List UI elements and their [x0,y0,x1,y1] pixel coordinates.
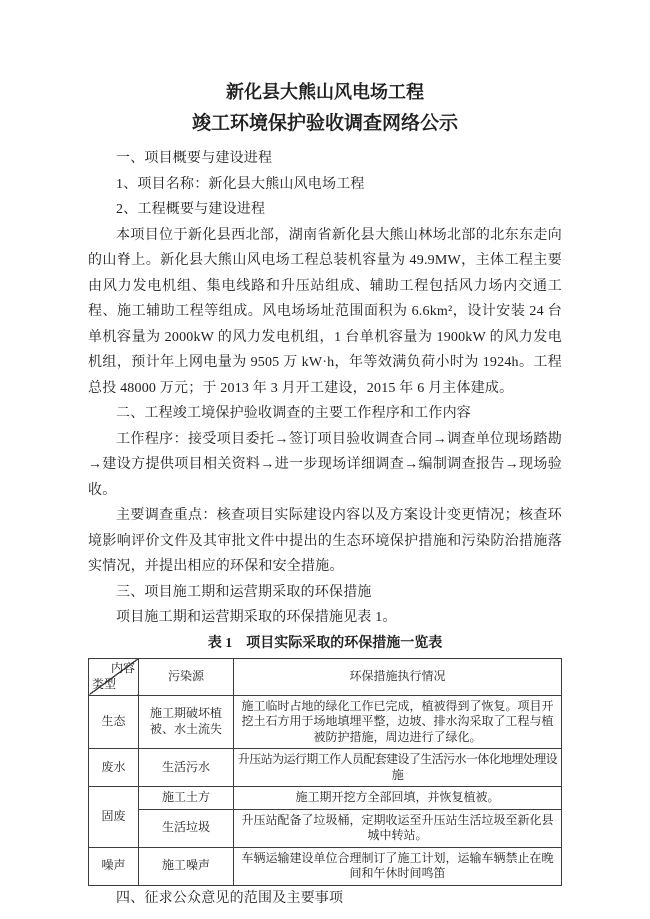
source-cell: 施工土方 [139,787,234,810]
table1-caption: 表 1 项目实际采取的环保措施一览表 [207,635,443,651]
section4-heading: 四、征求公众意见的范围及主要事项 [116,890,344,906]
table-row [89,809,562,847]
measure-cell: 升压站为运行期工作人员配套建设了生活污水一体化地埋处理设施 [234,749,562,787]
section1-item-project-name: 1、项目名称：新化县大熊山风电场工程 [116,176,365,192]
table-row [89,847,562,885]
document-title-line1: 新化县大熊山风电场工程 [226,82,424,102]
corner-label-content: 内容 [110,660,135,675]
measure-cell: 施工临时占地的绿化工作已完成，植被得到了恢复。项目开挖土石方用于场地填埋平整，边坡、排水沟采取了工程与植被防护措施，周边进行了绿化。 [234,695,562,749]
table-row [89,695,562,749]
section3-heading: 三、项目施工期和运营期采取的环保措施 [116,584,372,600]
category-cell: 废水 [89,749,139,787]
section1-item-project-overview: 2、工程概要与建设进程 [116,202,266,217]
category-cell: 生态 [89,695,139,749]
section2-heading: 二、工程竣工境保护验收调查的主要工作程序和工作内容 [116,406,471,421]
measure-cell: 升压站配备了垃圾桶，定期收运至升压站生活垃圾至新化县城中转站。 [234,809,562,847]
table-header-row [89,658,562,695]
header-pollution-source: 污染源 [139,658,234,695]
section2-focus-paragraph: 主要调查重点：核查项目实际建设内容以及方案设计变更情况；核查环境影响评价文件及其审批文件中提出的生态环境保护措施和污染防治措施落实情况，并提出相应的环保和安全措施。 [88,508,562,574]
environmental-measures-table [88,658,562,886]
section2-procedure-paragraph: 工作程序：接受项目委托→签订项目验收调查合同→调查单位现场踏勘→建设方提供项目相关资料→进一步现场详细调查→编制调查报告→现场验收。 [88,431,562,498]
source-cell: 生活污水 [139,749,234,787]
document-title-line2: 竣工环境保护验收调查网络公示 [191,113,458,134]
category-cell: 固废 [89,787,139,848]
category-cell: 噪声 [89,847,139,885]
header-measure-status: 环保措施执行情况 [234,658,562,695]
measure-cell: 施工期开挖方全部回填，并恢复植被。 [234,787,562,810]
source-cell: 施工期破坏植被、水土流失 [139,695,234,749]
measure-cell: 车辆运输建设单位合理制订了施工计划，运输车辆禁止在晚间和午休时间鸣笛 [234,847,562,885]
table-row [89,749,562,787]
section3-paragraph: 项目施工期和运营期采取的环保措施见表 1。 [116,610,397,625]
source-cell: 施工噪声 [139,847,234,885]
source-cell: 生活垃圾 [139,809,234,847]
table-row [89,787,562,810]
section1-heading: 一、项目概要与建设进程 [116,151,273,166]
corner-label-type: 类型 [92,677,117,691]
section1-paragraph: 本项目位于新化县西北部，湖南省新化县大熊山林场北部的北东东走向的山脊上。新化县大熊山风电场工程总装机容量为 49.9MW，主体工程主要由风力发电机组、集电线路和升压站组成、辅助工程包括风力场内交通工程、施工辅助工程等组成。风电场场址范围面积为 6.6km²，设计安装 24 台单机容量为 2000kW 的风力发电机组，1 台单机容量为 1900kW 的风力发电机组，预计年上网电量为 9505 万 kW·h，年等效满负荷小时为 1924h。工程总投 48000 万元；于 2013 年 3 月开工建设，2015 年 6 月主体建成。 [88,227,562,396]
table-corner-cell [89,658,139,695]
